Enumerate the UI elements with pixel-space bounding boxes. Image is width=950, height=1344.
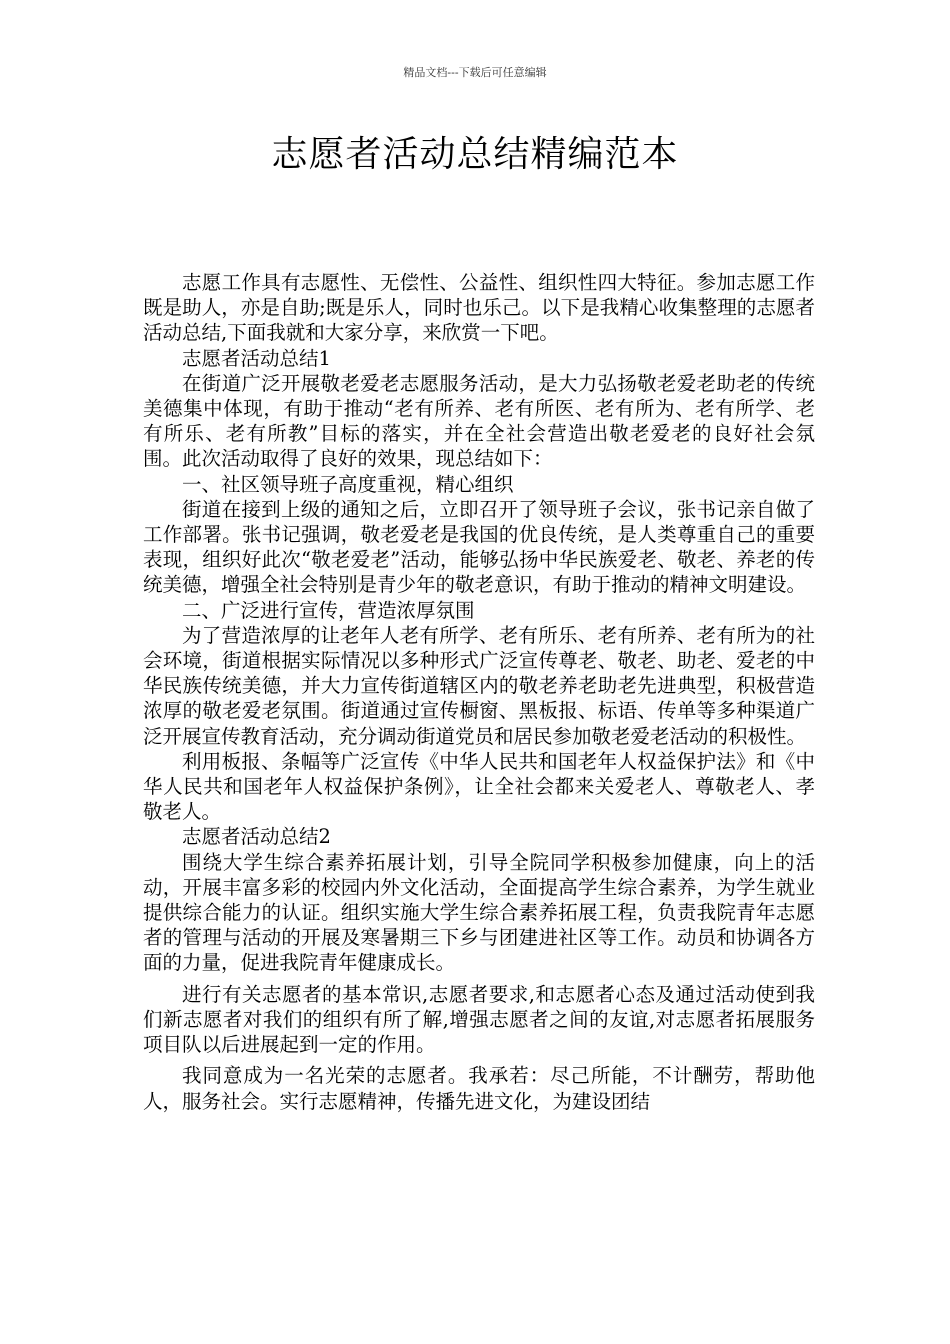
body-paragraph: 利用板报、条幅等广泛宣传《中华人民共和国老年人权益保护法》和《中华人民共和国老年人权益保护条例》，让全社会都来关爱老人、尊敬老人、孝敬老人。 bbox=[143, 749, 815, 824]
subsection-heading-2: 二、广泛进行宣传，营造浓厚氛围 bbox=[182, 598, 475, 622]
header-note: 精品文档---下载后可任意编辑 bbox=[403, 66, 547, 79]
subsection-heading-1: 一、社区领导班子高度重视，精心组织 bbox=[182, 472, 514, 496]
body-paragraph: 我同意成为一名光荣的志愿者。我承若：尽己所能，不计酬劳，帮助他人，服务社会。实行志愿精神，传播先进文化，为建设团结 bbox=[143, 1064, 815, 1113]
document-title: 志愿者活动总结精编范本 bbox=[271, 134, 679, 175]
intro-paragraph: 志愿工作具有志愿性、无偿性、公益性、组织性四大特征。参加志愿工作既是助人，亦是自助;既是乐人，同时也乐己。以下是我精心收集整理的志愿者活动总结,下面我就和大家分享，来欣赏一下吧。 bbox=[143, 271, 815, 345]
body-paragraph: 围绕大学生综合素养拓展计划，引导全院同学积极参加健康，向上的活动，开展丰富多彩的校园内外文化活动，全面提高学生综合素养，为学生就业提供综合能力的认证。组织实施大学生综合素养拓展工程，负责我院青年志愿者的管理与活动的开展及寒暑期三下乡与团建进社区等工作。动员和协调各方面的力量，促进我院青年健康成长。 bbox=[143, 850, 815, 975]
body-paragraph: 进行有关志愿者的基本常识,志愿者要求,和志愿者心态及通过活动使到我们新志愿者对我们的组织有所了解,增强志愿者之间的友谊,对志愿者拓展服务项目队以后进展起到一定的作用。 bbox=[143, 982, 815, 1057]
section-heading-summary-2: 志愿者活动总结2 bbox=[182, 825, 331, 849]
document-body bbox=[143, 270, 815, 1114]
section-heading-summary-1: 志愿者活动总结1 bbox=[182, 346, 331, 370]
body-paragraph: 街道在接到上级的通知之后，立即召开了领导班子会议，张书记亲自做了工作部署。张书记强调，敬老爱老是我国的优良传统，是人类尊重自己的重要表现，组织好此次“敬老爱老”活动，能够弘扬中华民族爱老、敬老、养老的传统美德，增强全社会特别是青少年的敬老意识，有助于推动的精神文明建设。 bbox=[143, 497, 815, 597]
body-paragraph: 在街道广泛开展敬老爱老志愿服务活动，是大力弘扬敬老爱老助老的传统美德集中体现，有助于推动“老有所养、老有所医、老有所为、老有所学、老有所乐、老有所教”目标的落实，并在全社会营造出敬老爱老的良好社会氛围。此次活动取得了良好的效果，现总结如下： bbox=[143, 371, 815, 471]
body-paragraph: 为了营造浓厚的让老年人老有所学、老有所乐、老有所养、老有所为的社会环境，街道根据实际情况以多种形式广泛宣传尊老、敬老、助老、爱老的中华民族传统美德，并大力宣传街道辖区内的敬老养老助老先进典型，积极营造浓厚的敬老爱老氛围。街道通过宣传橱窗、黑板报、标语、传单等多种渠道广泛开展宣传教育活动，充分调动街道党员和居民参加敬老爱老活动的积极性。 bbox=[143, 623, 815, 748]
